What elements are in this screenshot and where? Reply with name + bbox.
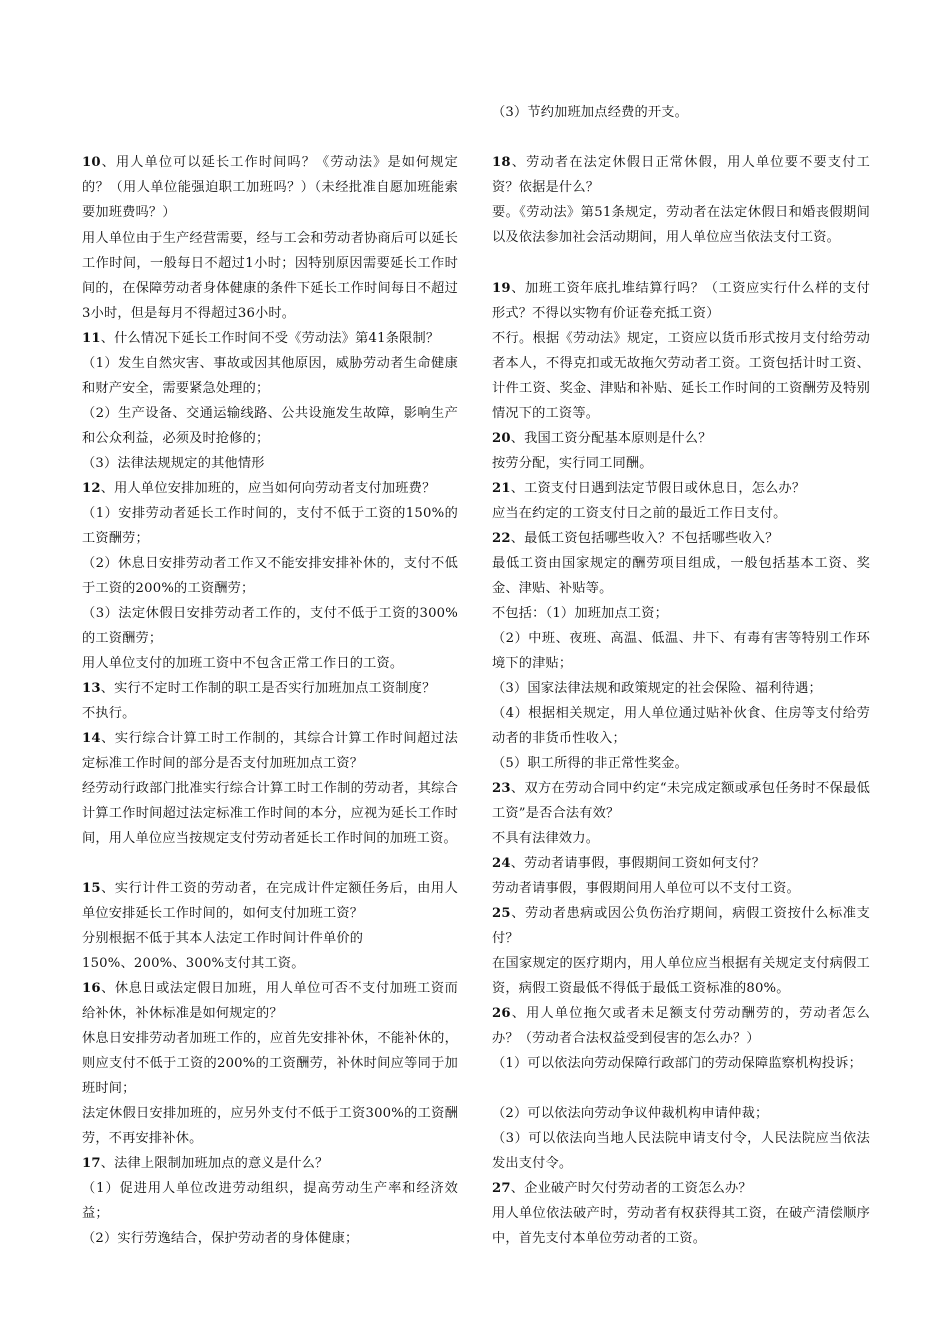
- question-15: [82, 876, 458, 926]
- answer-paragraph: （2）实行劳逸结合，保护劳动者的身体健康；: [82, 1231, 359, 1246]
- question-text: 、法律上限制加班加点的意义是什么？: [100, 1156, 329, 1171]
- question-12: [82, 476, 458, 501]
- answer-paragraph: 用人单位支付的加班工资中不包含正常工作日的工资。: [82, 656, 404, 671]
- answer-paragraph: （3）可以依法向当地人民法院申请支付令，人民法院应当依法发出支付令。: [492, 1131, 870, 1171]
- question-22: [492, 526, 870, 551]
- question-10: [82, 150, 458, 225]
- question-11: [82, 326, 458, 351]
- answer-paragraph: 用人单位依法破产时，劳动者有权获得其工资，在破产清偿顺序中，首先支付本单位劳动者的工资。: [492, 1206, 870, 1246]
- answer-paragraph: 要。《劳动法》第51条规定，劳动者在法定休假日和婚丧假期间以及依法参加社会活动期间，用人单位应当依法支付工资。: [492, 205, 870, 245]
- question-number: 21: [492, 481, 511, 496]
- question-text: 、加班工资年底扎堆结算行吗？（工资应实行什么样的支付形式？不得以实物有价证卷充抵工资）: [492, 281, 870, 321]
- question-number: 13: [82, 681, 101, 696]
- question-number: 18: [492, 155, 511, 170]
- question-text: 、实行综合计算工时工作制的，其综合计算工作时间超过法定标准工作时间的部分是否支付加班加点工资？: [82, 731, 458, 771]
- question-13: [82, 676, 458, 701]
- answer-paragraph: 不执行。: [82, 706, 136, 721]
- question-number: 20: [492, 431, 511, 446]
- question-text: 、用人单位安排加班的，应当如何向劳动者支付加班费？: [100, 481, 436, 496]
- answer-paragraph: （2）生产设备、交通运输线路、公共设施发生故障，影响生产和公众利益，必须及时抢修的；: [82, 406, 458, 446]
- question-text: 、我国工资分配基本原则是什么？: [510, 431, 712, 446]
- answer-paragraph: 用人单位由于生产经营需要，经与工会和劳动者协商后可以延长工作时间，一般每日不超过1小时；因特别原因需要延长工作时间的，在保障劳动者身体健康的条件下延长工作时间每日不超过3小时，但是每月不得超过36小时。: [82, 231, 458, 321]
- question-text: 、劳动者请事假，事假期间工资如何支付？: [510, 856, 766, 871]
- question-number: 15: [82, 881, 101, 896]
- question-26: [492, 1001, 870, 1051]
- answer-paragraph: 劳动者请事假，事假期间用人单位可以不支付工资。: [492, 881, 800, 896]
- answer-paragraph: 休息日安排劳动者加班工作的，应首先安排补休，不能补休的，则应支付不低于工资的200%的工资酬劳，补休时间应等同于加班时间；: [82, 1031, 458, 1096]
- question-number: 19: [492, 281, 511, 296]
- question-text: 、用人单位拖欠或者未足额支付劳动酬劳的，劳动者怎么办？（劳动者合法权益受到侵害的怎么办？）: [492, 1006, 870, 1046]
- question-number: 10: [82, 155, 101, 170]
- answer-paragraph: 经劳动行政部门批准实行综合计算工时工作制的劳动者，其综合计算工作时间超过法定标准工作时间的本分，应视为延长工作时间，用人单位应当按规定支付劳动者延长工作时间的加班工资。: [82, 781, 458, 846]
- question-text: 、实行不定时工作制的职工是否实行加班加点工资制度？: [100, 681, 436, 696]
- answer-paragraph: （2）可以依法向劳动争议仲裁机构申请仲裁；: [492, 1106, 769, 1121]
- answer-paragraph: 不包括：（1）加班加点工资；: [492, 606, 669, 621]
- answer-paragraph: 应当在约定的工资支付日之前的最近工作日支付。: [492, 506, 787, 521]
- answer-paragraph: （5）职工所得的非正常性奖金。: [492, 756, 689, 771]
- answer-paragraph: （3）国家法律法规和政策规定的社会保险、福利待遇；: [492, 681, 822, 696]
- question-number: 14: [82, 731, 101, 746]
- answer-paragraph: （3）法定休假日安排劳动者工作的，支付不低于工资的300%的工资酬劳；: [82, 606, 458, 646]
- question-number: 25: [492, 906, 511, 921]
- question-text: 、工资支付日遇到法定节假日或休息日，怎么办？: [510, 481, 806, 496]
- answer-paragraph: 最低工资由国家规定的酬劳项目组成，一般包括基本工资、奖金、津贴、补贴等。: [492, 556, 870, 596]
- question-text: 、休息日或法定假日加班，用人单位可否不支付加班工资而给补休，补休标准是如何规定的？: [82, 981, 458, 1021]
- answer-paragraph: 法定休假日安排加班的，应另外支付不低于工资300%的工资酬劳，不再安排补休。: [82, 1106, 458, 1146]
- question-number: 26: [492, 1006, 511, 1021]
- answer-paragraph: 在国家规定的医疗期内，用人单位应当根据有关规定支付病假工资，病假工资最低不得低于最低工资标准的80%。: [492, 956, 870, 996]
- question-21: [492, 476, 870, 501]
- answer-paragraph: 不具有法律效力。: [492, 831, 600, 846]
- answer-paragraph: 不行。根据《劳动法》规定，工资应以货币形式按月支付给劳动者本人，不得克扣或无故拖欠劳动者工资。工资包括计时工资、计件工资、奖金、津贴和补贴、延长工作时间的工资酬劳及特别情况下的工资等。: [492, 331, 870, 421]
- question-14: [82, 726, 458, 776]
- question-number: 23: [492, 781, 511, 796]
- answer-paragraph: （2）中班、夜班、高温、低温、井下、有毒有害等特别工作环境下的津贴；: [492, 631, 870, 671]
- question-number: 22: [492, 531, 511, 546]
- answer-paragraph: （1）发生自然灾害、事故或因其他原因，威胁劳动者生命健康和财产安全，需要紧急处理的；: [82, 356, 458, 396]
- question-18: [492, 150, 870, 200]
- question-text: 、劳动者患病或因公负伤治疗期间，病假工资按什么标准支付？: [492, 906, 870, 946]
- question-text: 、实行计件工资的劳动者，在完成计件定额任务后，由用人单位安排延长工作时间的，如何支付加班工资？: [82, 881, 458, 921]
- question-16: [82, 976, 458, 1026]
- question-number: 27: [492, 1181, 511, 1196]
- question-number: 24: [492, 856, 511, 871]
- question-text: 、双方在劳动合同中约定“未完成定额或承包任务时不保最低工资”是否合法有效？: [492, 781, 870, 821]
- answer-paragraph: （4）根据相关规定，用人单位通过贴补伙食、住房等支付给劳动者的非货币性收入；: [492, 706, 870, 746]
- question-number: 17: [82, 1156, 101, 1171]
- question-number: 16: [82, 981, 101, 996]
- question-23: [492, 776, 870, 826]
- question-20: [492, 426, 870, 451]
- answer-paragraph: （1）促进用人单位改进劳动组织，提高劳动生产率和经济效益；: [82, 1181, 458, 1221]
- question-19: [492, 276, 870, 326]
- question-27: [492, 1176, 870, 1201]
- question-text: 、劳动者在法定休假日正常休假，用人单位要不要支付工资？依据是什么？: [492, 155, 870, 195]
- question-text: 、企业破产时欠付劳动者的工资怎么办？: [510, 1181, 752, 1196]
- answer-paragraph: 150%、200%、300%支付其工资。: [82, 956, 305, 971]
- answer-paragraph: （1）安排劳动者延长工作时间的，支付不低于工资的150%的工资酬劳；: [82, 506, 458, 546]
- question-17: [82, 1151, 458, 1176]
- question-text: 、最低工资包括哪些收入？不包括哪些收入？: [510, 531, 779, 546]
- answer-paragraph: （3）节约加班加点经费的开支。: [492, 105, 689, 120]
- answer-paragraph: 分别根据不低于其本人法定工作时间计件单价的: [82, 931, 364, 946]
- answer-paragraph: （3）法律法规规定的其他情形: [82, 456, 265, 471]
- answer-paragraph: （1）可以依法向劳动保障行政部门的劳动保障监察机构投诉；: [492, 1056, 863, 1071]
- answer-paragraph: （2）休息日安排劳动者工作又不能安排安排补休的，支付不低于工资的200%的工资酬劳；: [82, 556, 458, 596]
- question-number: 11: [82, 331, 101, 346]
- answer-paragraph: 按劳分配，实行同工同酬。: [492, 456, 653, 471]
- question-number: 12: [82, 481, 101, 496]
- question-25: [492, 901, 870, 951]
- question-24: [492, 851, 870, 876]
- question-text: 、什么情况下延长工作时间不受《劳动法》第41条限制？: [100, 331, 440, 346]
- question-text: 、用人单位可以延长工作时间吗？《劳动法》是如何规定的？（用人单位能强迫职工加班吗？）（未经批准自愿加班能索要加班费吗？）: [82, 155, 458, 220]
